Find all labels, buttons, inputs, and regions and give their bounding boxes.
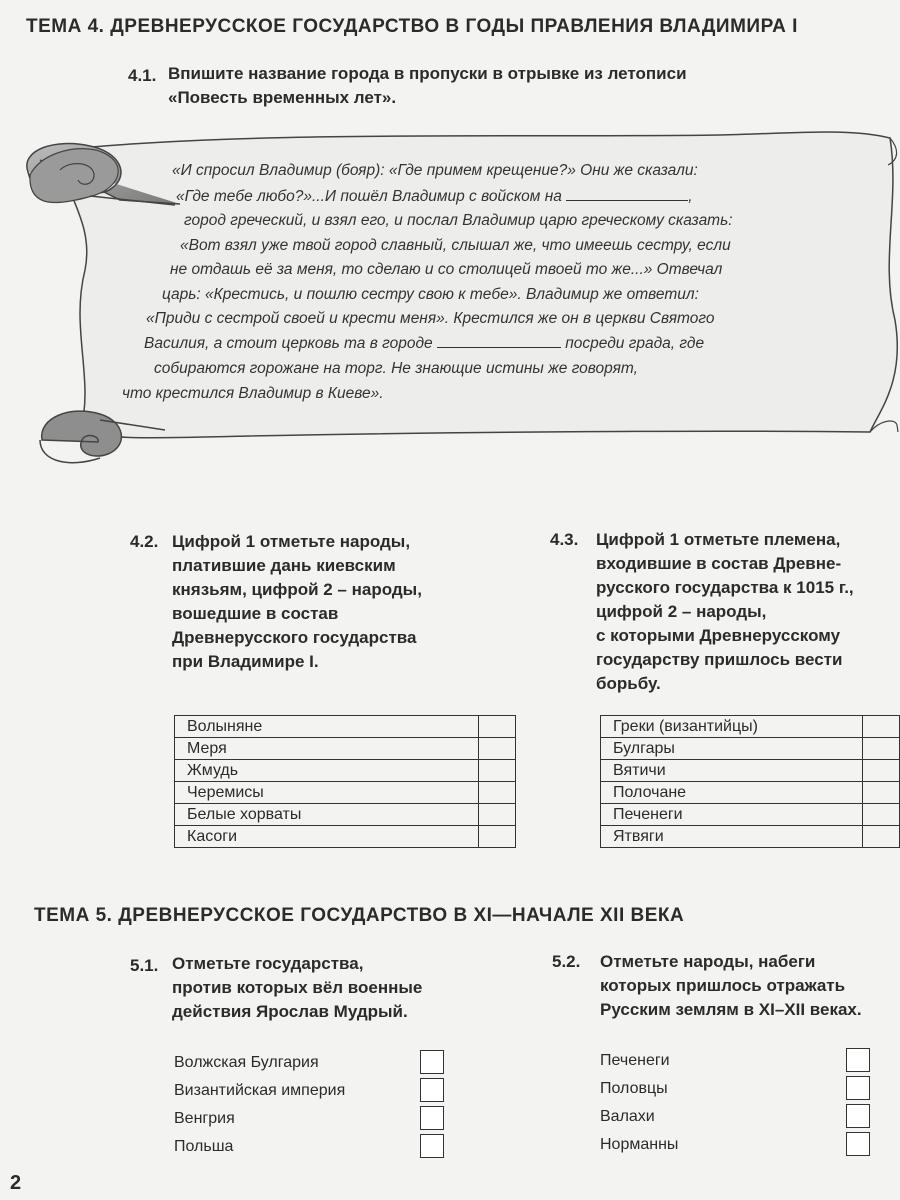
table-row [175,826,516,848]
q5-2-checkbox[interactable] [846,1076,870,1100]
table-row [175,716,516,738]
q4-3-item-label: Греки (византийцы) [601,716,863,738]
scroll-bottom-curl [42,411,122,456]
q4-3-text-line: входившие в состав Древне- [596,554,842,573]
table-row [175,804,516,826]
q4-2-text-line: Древнерусского государства [172,628,417,647]
q4-2-text-line: Цифрой 1 отметьте народы, [172,532,411,551]
quote-line-4: «Вот взял уже твой город славный, слышал же, что имеешь сестру, если [180,237,731,254]
q5-2-text-line: Отметьте народы, набеги [600,952,816,971]
q4-3-text-line: русского государства к 1015 г., [596,578,854,597]
q4-3-number: 4.3. [550,530,579,549]
topic4-heading: ТЕМА 4. ДРЕВНЕРУССКОЕ ГОСУДАРСТВО В ГОДЫ ПРАВЛЕНИЯ ВЛАДИМИРА I [26,16,798,37]
q4-2-text-line: платившие дань киевским [172,556,396,575]
q4-2-answer-cell[interactable] [479,760,516,782]
q4-3-answer-cell[interactable] [863,782,900,804]
quote-line-8 [144,335,704,353]
q4-3-answer-cell[interactable] [863,738,900,760]
q5-1-number: 5.1. [130,956,159,975]
quote-line-6: царь: «Крестись, и пошлю сестру свою к тебе». Владимир же ответил: [162,286,699,303]
table-row [601,760,900,782]
q5-1-checkbox[interactable] [420,1078,444,1102]
table-row [601,804,900,826]
quote-line-8-text: Василия, а стоит церковь та в городе [144,335,433,352]
q5-1-checkbox[interactable] [420,1106,444,1130]
table-row [601,716,900,738]
quote-line-9: собираются горожане на торг. Не знающие истины же говорят, [154,360,638,377]
q5-1-checkbox[interactable] [420,1050,444,1074]
q5-1-text [172,952,422,1024]
table-row [601,738,900,760]
q4-2-item-label: Касоги [175,826,479,848]
q4-3-item-label: Ятвяги [601,826,863,848]
q4-2-item-label: Черемисы [175,782,479,804]
q5-2-checkbox[interactable] [846,1132,870,1156]
q4-2-number: 4.2. [130,532,159,551]
quote-line-7: «Приди с сестрой своей и крести меня». Крестился же он в церкви Святого [146,310,715,327]
q4-2-text [172,530,422,674]
q4-2-text-line: при Владимире I. [172,652,319,671]
quote-line-3: город греческий, и взял его, и послал Владимир царю греческому сказать: [184,212,733,229]
q5-2-checkbox[interactable] [846,1048,870,1072]
q5-2-item-label: Печенеги [600,1052,670,1069]
q5-2-item-label: Валахи [600,1108,655,1125]
quote-line-2 [176,188,693,206]
quote-blank-1[interactable] [566,188,688,201]
q4-3-text-line: государству пришлось вести [596,650,843,669]
q4-3-text-line: цифрой 2 – народы, [596,602,767,621]
q5-2-checkbox[interactable] [846,1104,870,1128]
table-row [601,782,900,804]
q4-3-answer-cell[interactable] [863,716,900,738]
q4-3-text [596,528,854,696]
q5-1-checkbox[interactable] [420,1134,444,1158]
q4-2-answer-cell[interactable] [479,716,516,738]
table-row [601,826,900,848]
q4-3-item-label: Вятичи [601,760,863,782]
q4-3-answer-cell[interactable] [863,826,900,848]
q4-3-text-line: борьбу. [596,674,661,693]
q4-2-answer-cell[interactable] [479,782,516,804]
table-row [175,738,516,760]
q4-2-answer-cell[interactable] [479,826,516,848]
q5-2-item-label: Норманны [600,1136,679,1153]
q4-1-number: 4.1. [128,66,157,85]
q4-3-text-line: с которыми Древнерусскому [596,626,841,645]
q4-3-answer-cell[interactable] [863,760,900,782]
q5-1-text-line: Отметьте государства, [172,954,364,973]
topic5-heading: ТЕМА 5. ДРЕВНЕРУССКОЕ ГОСУДАРСТВО В XI—НАЧАЛЕ XII ВЕКА [34,905,685,926]
quote-line-2-comma: , [688,188,693,205]
quote-line-1: «И спросил Владимир (бояр): «Где примем крещение?» Они же сказали: [172,162,698,179]
q5-1-item-label: Византийская империя [174,1082,346,1099]
q5-1-text-line: против которых вёл военные [172,978,423,997]
q4-1-text-line2: «Повесть временных лет». [168,88,397,107]
q4-2-item-label: Меря [175,738,479,760]
q4-1-text-line1: Впишите название города в пропуски в отрывке из летописи [168,64,687,83]
q4-3-item-label: Печенеги [601,804,863,826]
q5-2-text-line: Русским землям в XI–XII веках. [600,1000,862,1019]
q4-3-table [600,715,900,848]
q4-3-answer-cell[interactable] [863,804,900,826]
q5-1-item-label: Польша [174,1138,234,1155]
q4-2-item-label: Волыняне [175,716,479,738]
quote-blank-2[interactable] [437,335,561,348]
q4-3-item-label: Полочане [601,782,863,804]
q4-2-text-line: вошедшие в состав [172,604,339,623]
q4-2-table [174,715,516,848]
q4-3-text-line: Цифрой 1 отметьте племена, [596,530,841,549]
q5-2-text-line: которых пришлось отражать [600,976,846,995]
q4-2-item-label: Жмудь [175,760,479,782]
q5-2-number: 5.2. [552,952,581,971]
q4-2-item-label: Белые хорваты [175,804,479,826]
q5-2-text [600,950,862,1022]
page-number: 2 [10,1172,22,1194]
q5-1-item-label: Венгрия [174,1110,235,1127]
q4-2-answer-cell[interactable] [479,804,516,826]
q5-1-item-label: Волжская Булгария [174,1054,319,1071]
table-row [175,760,516,782]
quote-line-10: что крестился Владимир в Киеве». [122,385,384,402]
q4-2-answer-cell[interactable] [479,738,516,760]
table-row [175,782,516,804]
q5-2-item-label: Половцы [600,1080,668,1097]
quote-line-8-tail: посреди града, где [565,335,705,352]
q4-2-text-line: князьям, цифрой 2 – народы, [172,580,422,599]
q5-1-text-line: действия Ярослав Мудрый. [172,1002,408,1021]
q4-3-item-label: Булгары [601,738,863,760]
quote-line-5: не отдашь её за меня, то сделаю и со столицей твоей то же...» Отвечал [170,261,723,278]
quote-line-2-text: «Где тебе любо?»...И пошёл Владимир с войском на [176,188,562,205]
